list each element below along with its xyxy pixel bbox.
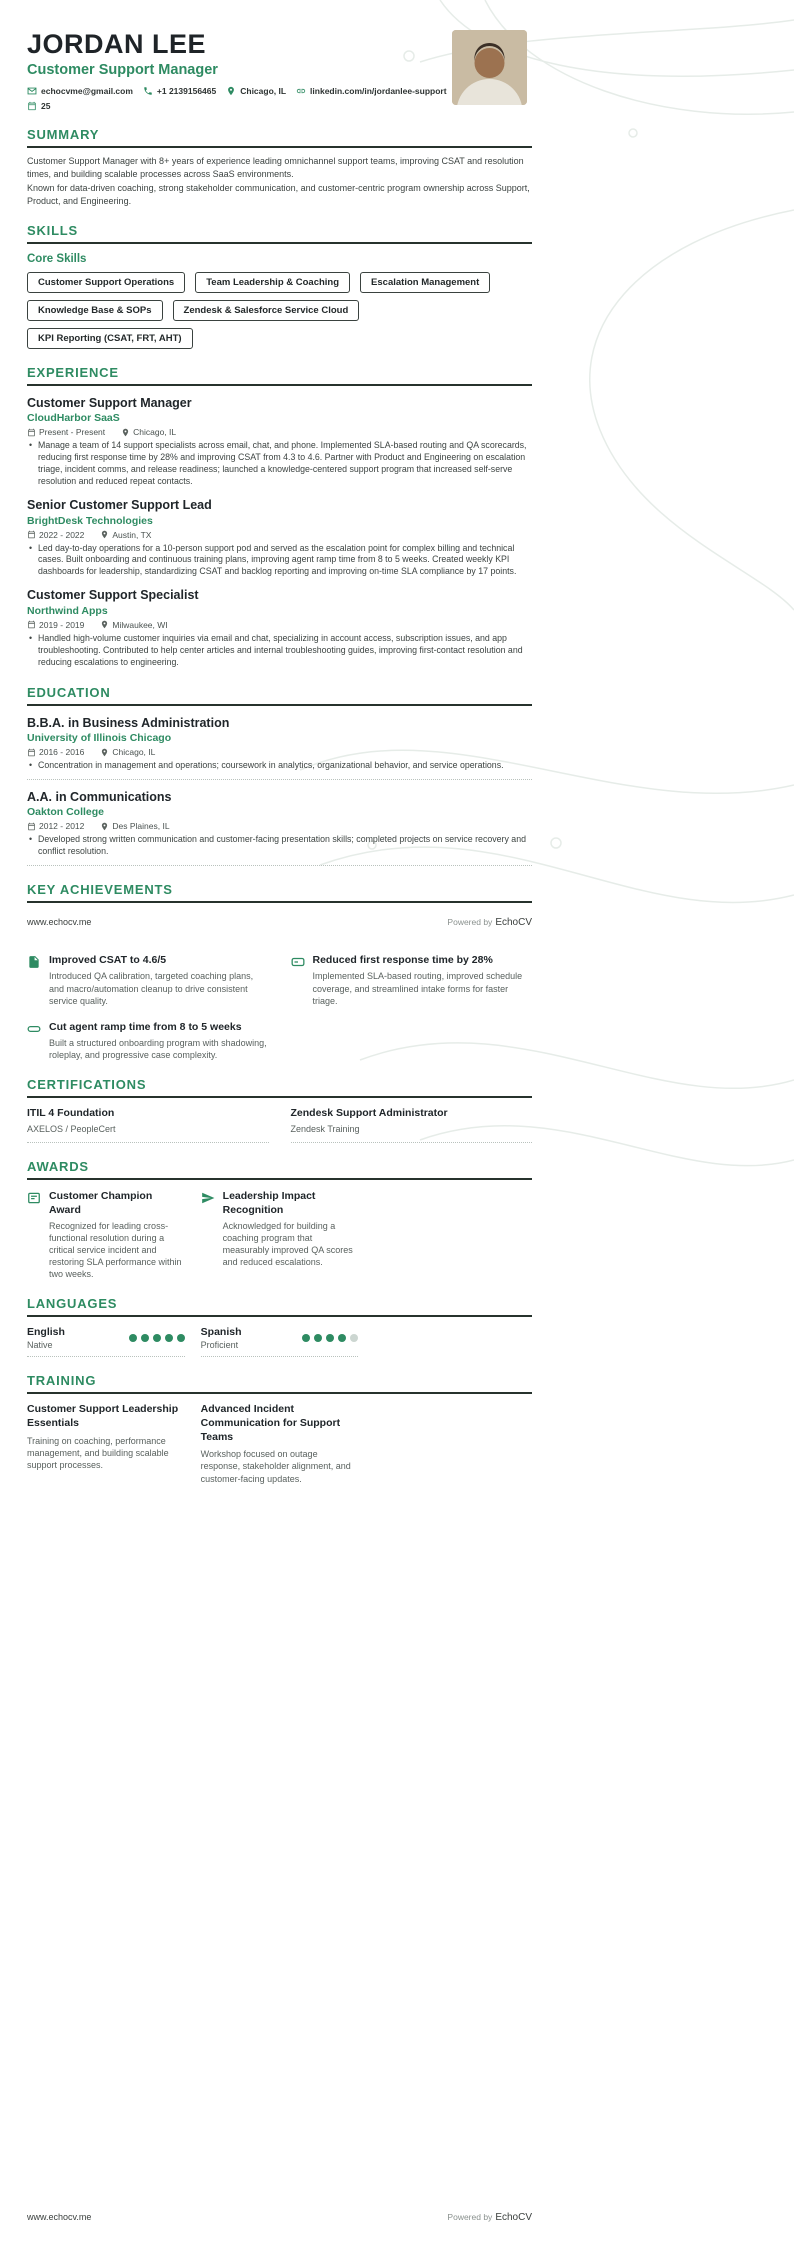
rating-dot xyxy=(350,1334,358,1342)
contact-linkedin-text: linkedin.com/in/jordanlee-support xyxy=(310,86,447,97)
job-dates: Present - Present xyxy=(27,427,105,437)
award-title: Customer Champion Award xyxy=(49,1190,153,1216)
education-location: Des Plaines, IL xyxy=(100,821,169,831)
school-name: Oakton College xyxy=(27,806,105,819)
training-item xyxy=(201,1403,359,1484)
rating-dot xyxy=(165,1334,173,1342)
achievements-grid xyxy=(27,954,532,1061)
certification-item xyxy=(291,1107,533,1143)
link-icon xyxy=(296,86,306,96)
candidate-title: Customer Support Manager xyxy=(27,62,218,79)
rating-dot xyxy=(129,1334,137,1342)
awards-heading: AWARDS xyxy=(27,1159,532,1180)
experience-entry xyxy=(27,588,532,668)
language-rating xyxy=(302,1334,358,1342)
card-icon xyxy=(291,955,305,969)
award-description: Recognized for leading cross-functional resolution during a critical service incident and restoring SLA performance within two weeks. xyxy=(49,1220,182,1280)
job-dates: 2019 - 2019 xyxy=(27,620,84,630)
education-dates: 2012 - 2012 xyxy=(27,821,84,831)
job-bullet: • Manage a team of 14 support specialists across email, chat, and phone. Implemented SLA-based routing and QA scorecards, reducing first response time by 28% and improving CSAT from 4.3 to 4.6. Partner with Product and Engineering on escalation triage, incident comms, and release readiness; launched a knowledge-centered support program that increased self-serve resolution and reduced repeat contacts. xyxy=(27,440,532,488)
location-icon xyxy=(100,822,109,831)
job-location: Milwaukee, WI xyxy=(100,620,167,630)
languages-grid xyxy=(27,1326,532,1357)
experience-heading: EXPERIENCE xyxy=(27,365,532,386)
contact-location xyxy=(226,86,286,96)
training-description: Training on coaching, performance management, and building scalable support processes. xyxy=(27,1435,169,1470)
calendar-icon xyxy=(27,101,37,111)
language-item xyxy=(201,1326,359,1357)
training-heading: TRAINING xyxy=(27,1373,532,1394)
award-description: Acknowledged for building a coaching program that measurably improved QA scores and reduced escalations. xyxy=(222,1220,353,1268)
achievement-title: Improved CSAT to 4.6/5 xyxy=(49,954,167,967)
language-item xyxy=(27,1326,185,1357)
education-entry xyxy=(27,790,532,866)
calendar-icon xyxy=(27,530,36,539)
rating-dot xyxy=(141,1334,149,1342)
footer-site-link[interactable]: www.echocv.me xyxy=(27,2212,92,2222)
section-skills xyxy=(27,223,532,349)
job-title: Senior Customer Support Lead xyxy=(27,498,212,513)
education-meta xyxy=(27,747,532,757)
achievement-item xyxy=(27,1021,269,1061)
achievement-title: Cut agent ramp time from 8 to 5 weeks xyxy=(49,1020,242,1033)
location-icon xyxy=(226,86,236,96)
section-experience xyxy=(27,365,532,669)
job-bullets xyxy=(27,440,532,488)
language-name: Spanish xyxy=(200,1326,242,1339)
resume-header xyxy=(27,30,532,111)
section-education xyxy=(27,685,532,867)
achievement-description: Introduced QA calibration, targeted coaching plans, and macro/automation cleanup to drive consistent service quality. xyxy=(49,971,254,1006)
job-bullet: • Led day-to-day operations for a 10-person support pod and served as the escalation point for complex billing and technical cases. Built onboarding and continuous training plans, improving agent ramp time from 8 to 5 weeks. Created weekly KPI dashboards for leadership, standardizing CSAT and backlog reporting and improving on-time SLA compliance by 17 points. xyxy=(27,543,532,579)
powered-by: Powered by EchoCV xyxy=(447,917,532,929)
calendar-icon xyxy=(27,748,36,757)
page-break-footer xyxy=(27,917,532,928)
training-description: Workshop focused on outage response, stakeholder alignment, and customer-facing updates. xyxy=(200,1449,351,1484)
contact-phone-text: +1 2139156465 xyxy=(156,86,217,97)
education-location: Chicago, IL xyxy=(100,747,155,757)
company-name: CloudHarbor SaaS xyxy=(27,412,120,425)
achievement-description: Implemented SLA-based routing, improved schedule coverage, and streamlined intake forms for faster triage. xyxy=(312,971,523,1006)
powered-by: Powered by EchoCV xyxy=(447,2212,532,2223)
job-location: Chicago, IL xyxy=(121,427,176,437)
section-certifications xyxy=(27,1077,532,1143)
section-summary xyxy=(27,127,532,207)
section-achievements xyxy=(27,882,532,1061)
achievement-description: Built a structured onboarding program with shadowing, roleplay, and progressive case complexity. xyxy=(49,1037,267,1061)
language-level: Proficient xyxy=(200,1340,239,1351)
education-entry xyxy=(27,716,532,780)
job-bullets xyxy=(27,633,532,669)
language-name: English xyxy=(27,1326,65,1339)
section-awards xyxy=(27,1159,532,1280)
award-title: Leadership Impact Recognition xyxy=(222,1190,316,1216)
ribbon-icon xyxy=(201,1191,215,1205)
school-name: University of Illinois Chicago xyxy=(27,732,172,744)
certification-item xyxy=(27,1107,269,1143)
rating-dot xyxy=(326,1334,334,1342)
job-title: Customer Support Manager xyxy=(27,395,192,410)
rating-dot xyxy=(338,1334,346,1342)
contact-location-text: Chicago, IL xyxy=(240,86,287,97)
rating-dot xyxy=(177,1334,185,1342)
experience-entry xyxy=(27,498,532,578)
calendar-icon xyxy=(27,428,36,437)
summary-paragraph: Customer Support Manager with 8+ years of experience leading omnichannel support teams, improving CSAT and resolution times, and building scalable processes across SaaS environments. xyxy=(27,156,524,179)
company-name: BrightDesk Technologies xyxy=(27,514,153,527)
email-icon xyxy=(27,86,37,96)
location-icon xyxy=(100,620,109,629)
training-title: Customer Support Leadership Essentials xyxy=(27,1403,179,1430)
certificate-icon xyxy=(27,1191,41,1205)
language-rating xyxy=(129,1334,185,1342)
resume-content xyxy=(27,0,532,1485)
job-bullets xyxy=(27,543,532,579)
achievements-heading: KEY ACHIEVEMENTS xyxy=(27,882,532,903)
award-item xyxy=(27,1190,185,1280)
contact-age-text: 25 xyxy=(41,101,51,112)
location-icon xyxy=(121,428,130,437)
profile-photo xyxy=(452,30,527,105)
job-dates: 2022 - 2022 xyxy=(27,530,84,540)
degree-title: A.A. in Communications xyxy=(27,789,172,804)
skill-chip: Knowledge Base & SOPs xyxy=(27,300,163,321)
section-languages xyxy=(27,1296,532,1357)
rating-dot xyxy=(302,1334,310,1342)
echocv-brand: EchoCV xyxy=(495,2212,532,2223)
certifications-grid xyxy=(27,1107,532,1143)
rating-dot xyxy=(153,1334,161,1342)
job-bullet: • Handled high-volume customer inquiries via email and chat, specializing in account access, subscription issues, and app troubleshooting. Contributed to help center articles and internal troubleshooting guides, improving first-contact resolution and reducing escalations to engineering. xyxy=(27,633,532,669)
job-location: Austin, TX xyxy=(100,530,151,540)
contact-email[interactable] xyxy=(27,86,133,96)
contact-email-text: echocvme@gmail.com xyxy=(41,86,133,97)
skill-chip: Escalation Management xyxy=(360,272,490,293)
education-bullet: • Developed strong written communication and customer-facing presentation skills; completed projects on service recovery and conflict resolution. xyxy=(27,834,532,858)
document-icon xyxy=(27,955,41,969)
company-name: Northwind Apps xyxy=(27,604,108,617)
language-level: Native xyxy=(27,1340,53,1351)
skills-list xyxy=(27,272,532,349)
education-meta xyxy=(27,821,532,831)
job-meta xyxy=(27,620,532,630)
summary-heading: SUMMARY xyxy=(27,127,532,148)
certification-title: ITIL 4 Foundation xyxy=(27,1107,115,1120)
experience-entry xyxy=(27,396,532,488)
education-bullets xyxy=(27,760,532,772)
awards-grid xyxy=(27,1190,532,1280)
achievement-title: Reduced first response time by 28% xyxy=(312,954,493,967)
job-meta xyxy=(27,530,532,540)
achievement-item xyxy=(27,954,269,1007)
contact-linkedin[interactable] xyxy=(296,86,447,96)
section-training xyxy=(27,1373,532,1484)
summary-paragraph: Known for data-driven coaching, strong stakeholder communication, and customer-centric program ownership across Support, Product, and Engineering. xyxy=(27,183,530,206)
calendar-icon xyxy=(27,822,36,831)
education-heading: EDUCATION xyxy=(27,685,532,706)
footer-site-link[interactable]: www.echocv.me xyxy=(27,917,92,928)
contact-age xyxy=(27,101,50,111)
award-item xyxy=(201,1190,359,1280)
certification-issuer: AXELOS / PeopleCert xyxy=(27,1124,116,1135)
calendar-icon xyxy=(27,620,36,629)
training-title: Advanced Incident Communication for Support Teams xyxy=(200,1403,341,1443)
location-icon xyxy=(100,530,109,539)
skills-group-label: Core Skills xyxy=(27,252,87,265)
candidate-name: JORDAN LEE xyxy=(27,29,207,59)
skill-chip: Zendesk & Salesforce Service Cloud xyxy=(173,300,360,321)
skill-chip: Team Leadership & Coaching xyxy=(195,272,350,293)
degree-title: B.B.A. in Business Administration xyxy=(27,715,230,730)
training-grid xyxy=(27,1403,532,1484)
achievement-item xyxy=(291,954,533,1007)
page-footer xyxy=(27,2212,532,2223)
certifications-heading: CERTIFICATIONS xyxy=(27,1077,532,1098)
education-bullet: • Concentration in management and operations; coursework in analytics, organizational behavior, and service operations. xyxy=(27,760,532,772)
job-meta xyxy=(27,427,532,437)
education-bullets xyxy=(27,834,532,858)
skill-chip: KPI Reporting (CSAT, FRT, AHT) xyxy=(27,328,193,349)
pill-icon xyxy=(27,1022,41,1036)
location-icon xyxy=(100,748,109,757)
training-item xyxy=(27,1403,185,1484)
certification-title: Zendesk Support Administrator xyxy=(290,1107,448,1120)
skills-heading: SKILLS xyxy=(27,223,532,244)
phone-icon xyxy=(143,86,153,96)
skill-chip: Customer Support Operations xyxy=(27,272,185,293)
education-dates: 2016 - 2016 xyxy=(27,747,84,757)
contact-phone xyxy=(143,86,216,96)
certification-issuer: Zendesk Training xyxy=(290,1124,360,1135)
job-title: Customer Support Specialist xyxy=(27,588,199,603)
echocv-brand: EchoCV xyxy=(495,917,532,929)
rating-dot xyxy=(314,1334,322,1342)
languages-heading: LANGUAGES xyxy=(27,1296,532,1317)
